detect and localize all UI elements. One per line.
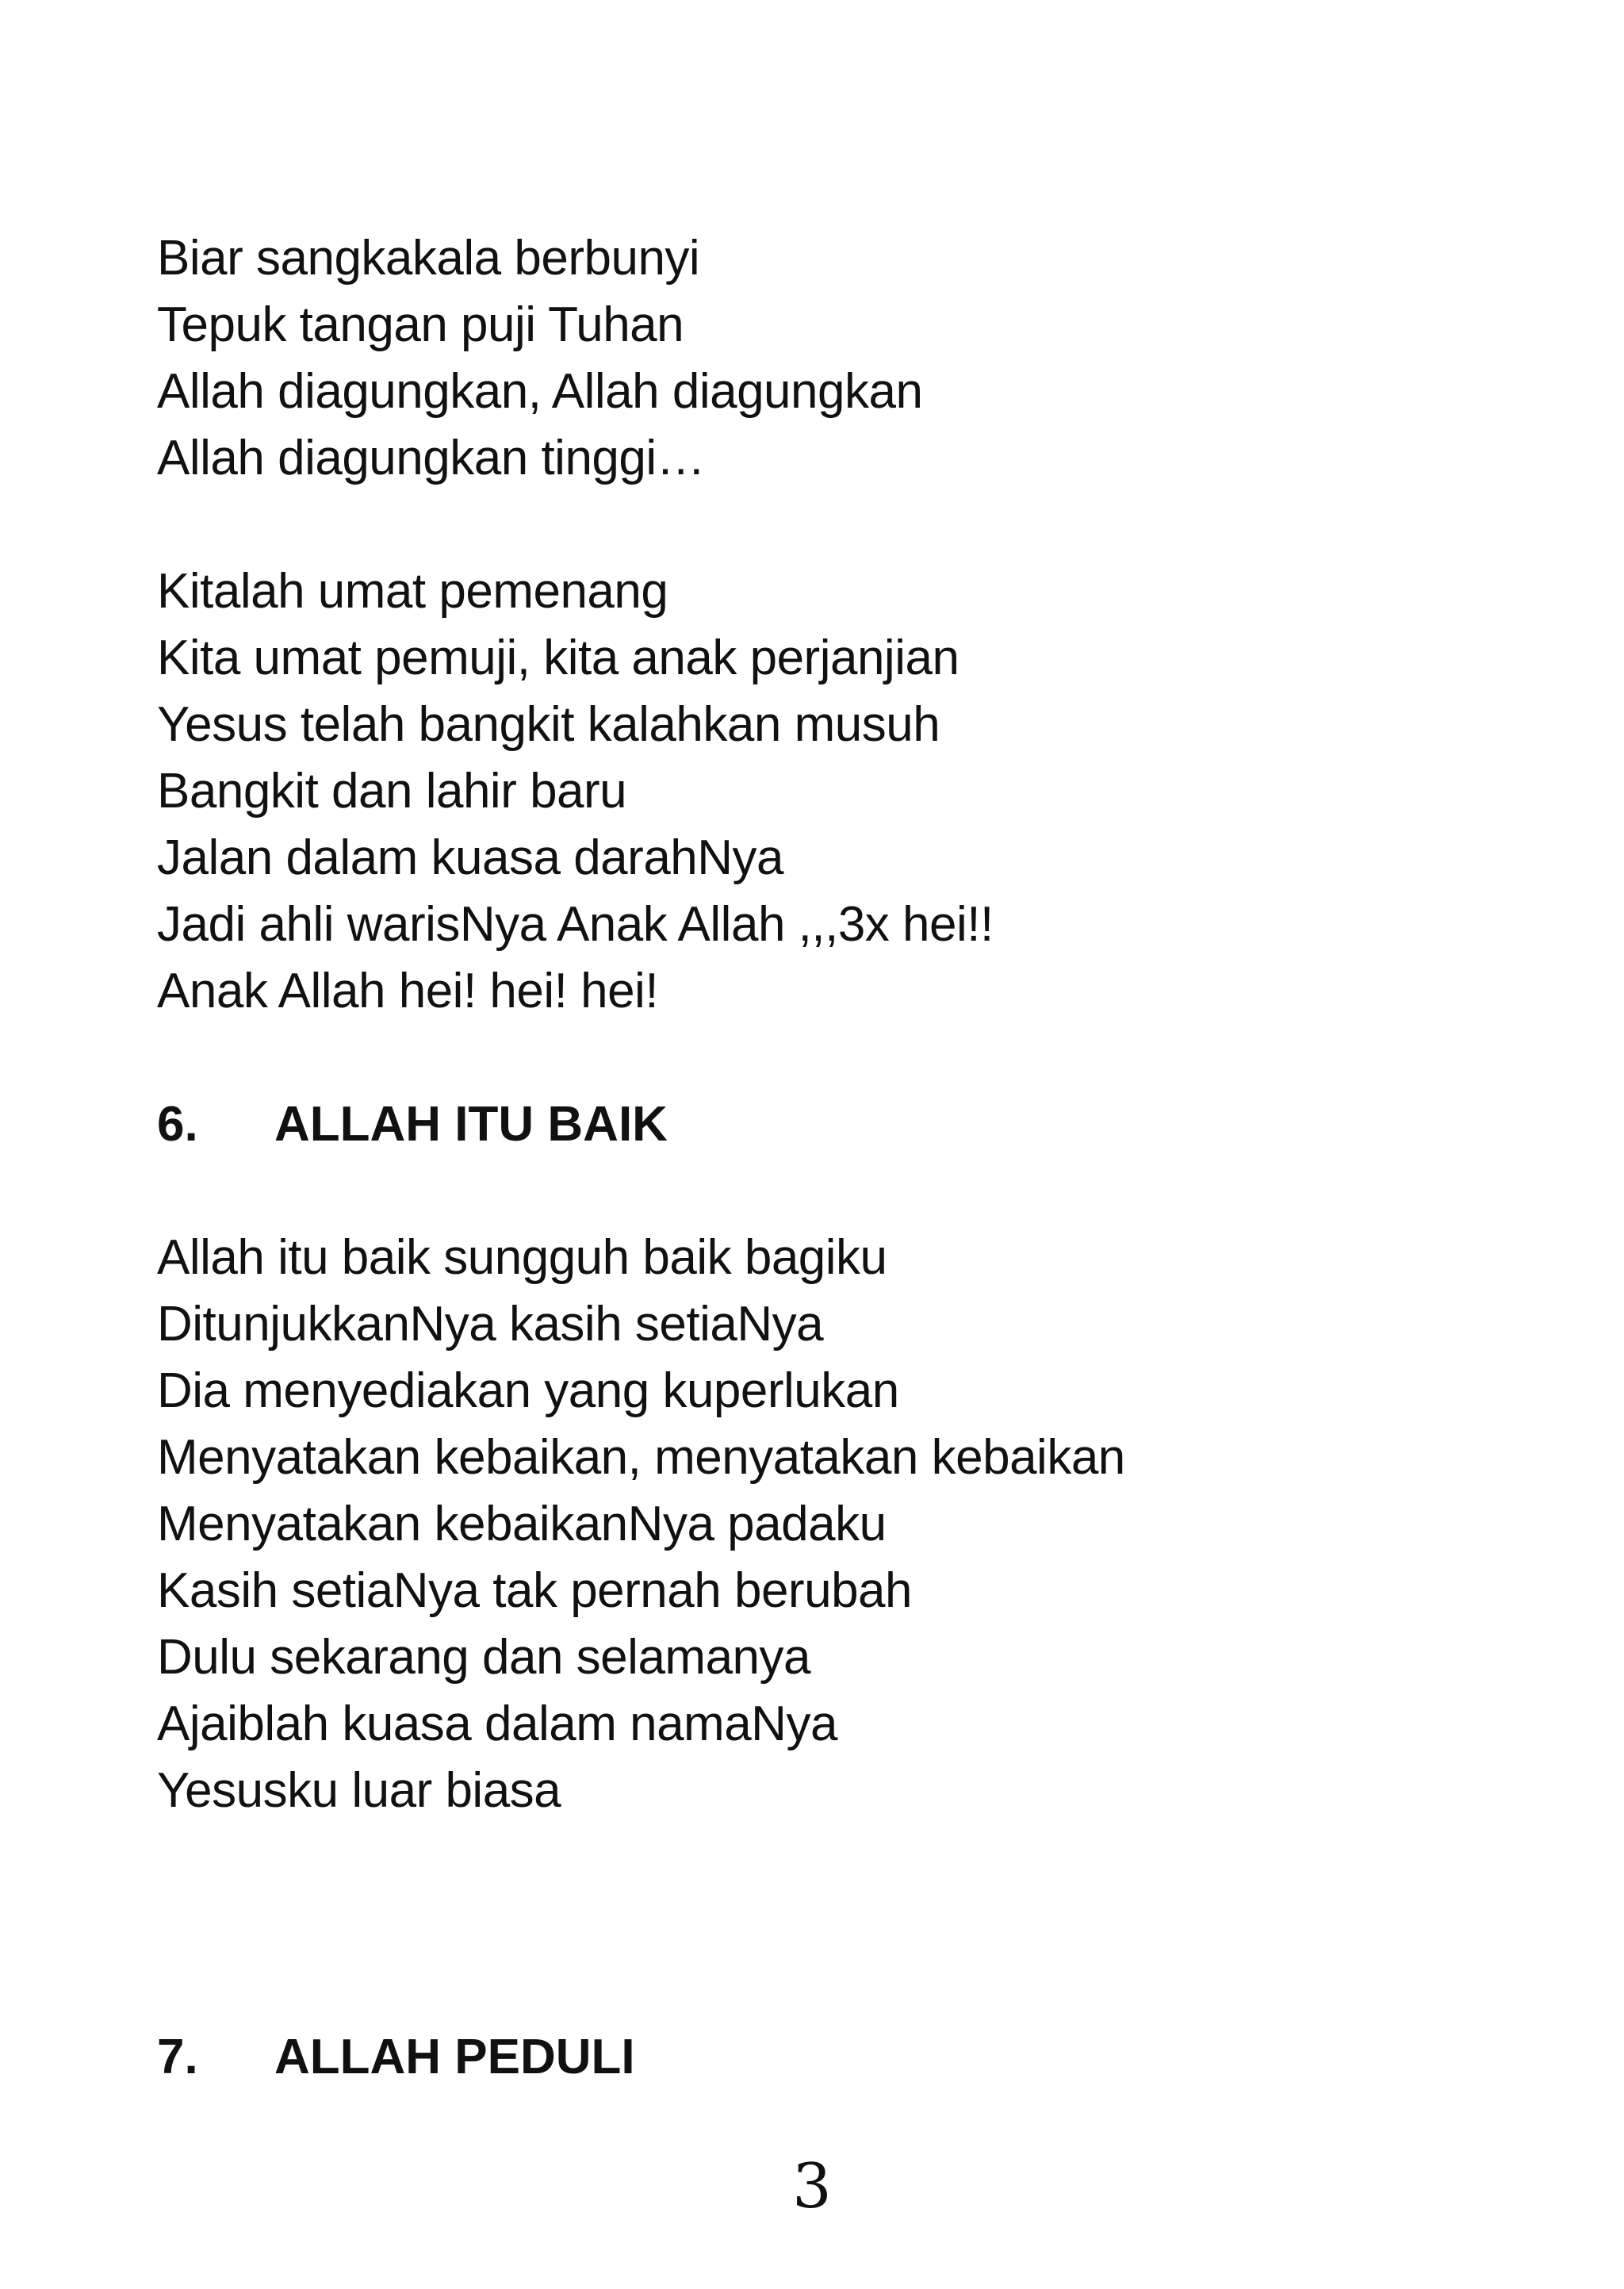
lyric-line: Bangkit dan lahir baru: [157, 764, 627, 819]
song-heading: [157, 1091, 668, 1158]
lyric-line: Allah itu baik sungguh baik bagiku: [157, 1230, 887, 1285]
lyric-line: Anak Allah hei! hei! hei!: [157, 964, 659, 1018]
lyric-line: Ajaiblah kuasa dalam namaNya: [157, 1697, 837, 1751]
lyric-line: DitunjukkanNya kasih setiaNya: [157, 1297, 824, 1352]
lyric-line: Menyatakan kebaikanNya padaku: [157, 1497, 887, 1551]
lyric-line: Yesus telah bangkit kalahkan musuh: [157, 697, 940, 752]
lyric-line: Tepuk tangan puji Tuhan: [157, 297, 684, 352]
lyric-line: Kasih setiaNya tak pernah berubah: [157, 1563, 913, 1618]
song-title: ALLAH PEDULI: [274, 2030, 635, 2084]
lyric-line: Jadi ahli warisNya Anak Allah ,,,3x hei!!: [157, 897, 994, 952]
lyric-line: Kitalah umat pemenang: [157, 564, 668, 619]
lyric-line: Menyatakan kebaikan, menyatakan kebaikan: [157, 1430, 1125, 1485]
song-number: 6.: [157, 1097, 198, 1152]
lyric-line: Yesusku luar biasa: [157, 1763, 561, 1818]
song-number: 7.: [157, 2030, 198, 2084]
lyric-line: Kita umat pemuji, kita anak perjanjian: [157, 631, 959, 685]
lyric-line: Jalan dalam kuasa darahNya: [157, 830, 784, 885]
song-title: ALLAH ITU BAIK: [274, 1097, 668, 1152]
lyric-line: Allah diagungkan, Allah diagungkan: [157, 364, 923, 419]
song-heading: [157, 2024, 635, 2091]
lyric-line: Biar sangkakala berbunyi: [157, 231, 700, 286]
lyric-line: Dulu sekarang dan selamanya: [157, 1630, 811, 1685]
page-number: 3: [792, 2151, 832, 2222]
lyric-line: Dia menyediakan yang kuperlukan: [157, 1363, 899, 1418]
lyric-line: Allah diagungkan tinggi…: [157, 431, 706, 485]
